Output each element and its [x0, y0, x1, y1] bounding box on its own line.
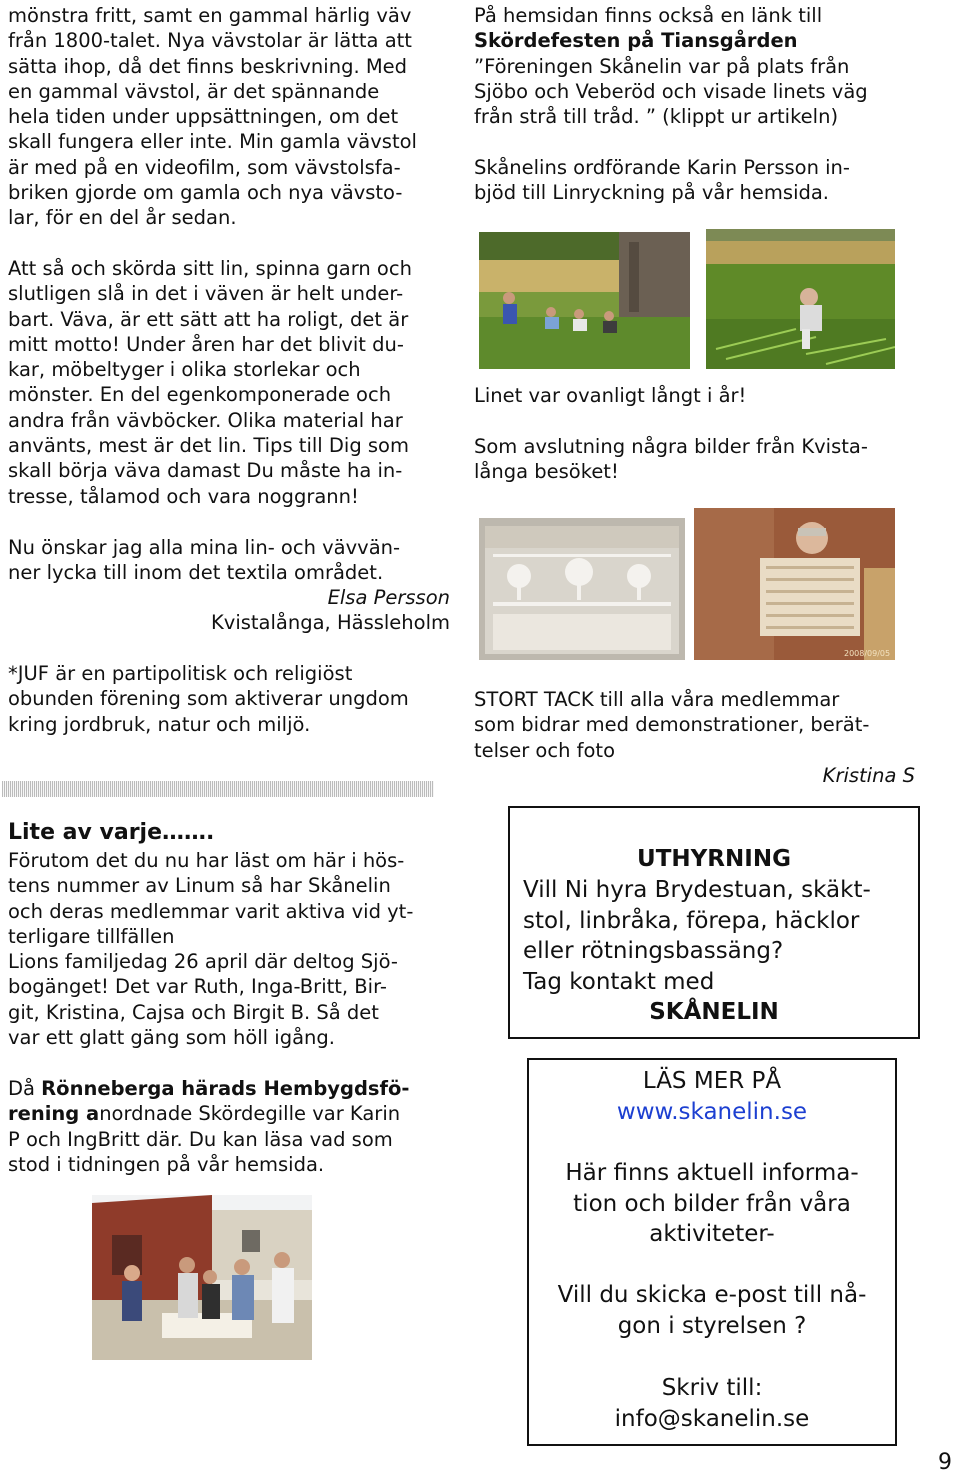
- page-number: 9: [938, 1450, 952, 1475]
- text-line: var ett glatt gäng som höll igång.: [8, 1026, 335, 1050]
- section-heading: Lite av varje…….: [8, 820, 215, 845]
- text-line: sätta ihop, då det finns beskrivning. Med: [8, 54, 408, 78]
- text-line: terligare tillfällen: [8, 924, 175, 948]
- text-line: Att så och skörda sitt lin, spinna garn och: [8, 257, 412, 280]
- left-paragraph-weaving: [8, 3, 417, 231]
- right-paragraph-invite: [474, 155, 850, 206]
- text-line: Nu önskar jag alla mina lin- och vävvän-: [8, 536, 401, 559]
- text-line: slutligen slå in det i väven är helt under-: [8, 282, 404, 306]
- left-paragraph-linen: [8, 256, 412, 509]
- signature-kristina: Kristina S: [822, 764, 915, 787]
- signature-place: Kvistalånga, Hässleholm: [211, 611, 450, 634]
- text-line: stol, linbråka, förepa, häcklor: [523, 907, 860, 934]
- signature-elsa: Elsa Persson: [327, 586, 450, 609]
- text-line: obunden förening som aktiverar ungdom: [8, 687, 409, 711]
- text-line: Då Rönneberga härads Hembygdsfö-: [8, 1077, 410, 1100]
- text-line: mönstra fritt, samt en gammal härlig väv: [8, 4, 412, 27]
- photo-skordegille: [92, 1195, 312, 1360]
- text-line: STORT TACK till alla våra medlemmar: [474, 688, 840, 711]
- text-line: stod i tidningen på vår hemsida.: [8, 1152, 325, 1176]
- text-line: bjöd till Linryckning på vår hemsida.: [474, 181, 830, 205]
- text-line: är med på en videofilm, som vävstolsfa-: [8, 155, 401, 179]
- left-paragraph-ronneberga: [8, 1076, 409, 1177]
- text-line: mitt motto! Under åren har det blivit du-: [8, 332, 404, 356]
- text-line: telser och foto: [474, 738, 616, 762]
- photo-woman-textile: [694, 508, 895, 660]
- text-line: skall fungera eller inte. Min gamla vävstol: [8, 130, 417, 154]
- text-line: På hemsidan finns också en länk till: [474, 4, 823, 27]
- text-line: ”Föreningen Skånelin var på plats från: [474, 54, 850, 78]
- photo-date-stamp: 2008/09/05: [844, 649, 891, 658]
- text-line: Tag kontakt med: [523, 968, 715, 995]
- left-paragraph-activities: [8, 848, 413, 1050]
- text-line: ner lycka till inom det textila området.: [8, 561, 384, 585]
- text-line: från strå till tråd. ” (klippt ur artikeln): [474, 105, 839, 129]
- text-line: kar, möbeltyger i olika storlekar och: [8, 358, 361, 382]
- text-line: kring jordbruk, natur och miljö.: [8, 712, 311, 736]
- text-line: Förutom det du nu har läst om här i hös-: [8, 849, 405, 872]
- write-to-label: Skriv till:: [661, 1375, 763, 1401]
- rental-box: [508, 806, 920, 1039]
- text-line: *JUF är en partipolitisk och religiöst: [8, 662, 353, 685]
- text-line: långa besöket!: [474, 460, 619, 484]
- text-line: som bidrar med demonstrationer, berät-: [474, 713, 870, 737]
- text-line: Vill du skicka e-post till nå-: [557, 1282, 867, 1308]
- text-line: lar, för en del år sedan.: [8, 206, 237, 230]
- text-line: tens nummer av Linum så har Skånelin: [8, 874, 391, 898]
- rental-text: [523, 875, 871, 997]
- text-line: mönster. En del egenkomponerade och: [8, 383, 392, 407]
- text-line: Som avslutning några bilder från Kvista-: [474, 435, 868, 458]
- juf-footnote: [8, 661, 409, 737]
- text-line: bart. Väva, är ett sätt att ha roligt, det är: [8, 307, 409, 331]
- text-line: tion och bilder från våra: [573, 1190, 851, 1217]
- photo-damask-tablecloth: [479, 518, 685, 660]
- text-line: skall börja väva damast Du måste ha in-: [8, 459, 403, 483]
- info-box: [527, 1058, 897, 1446]
- text-line: Vill Ni hyra Brydestuan, skäkt-: [523, 877, 871, 903]
- text-line: eller rötningsbassäng?: [523, 938, 784, 965]
- photo-linryckning-bundles: [706, 229, 895, 369]
- text-line: P och IngBritt där. Du kan läsa vad som: [8, 1127, 393, 1151]
- text-line: rening anordnade Skördegille var Karin: [8, 1102, 401, 1126]
- text-line: andra från vävböcker. Olika material har: [8, 408, 403, 432]
- email-question: [529, 1280, 895, 1341]
- decorative-divider: [2, 781, 434, 797]
- text-line: bogänget! Det var Ruth, Inga-Britt, Bir-: [8, 975, 387, 999]
- text-line: och deras medlemmar varit aktiva vid yt-: [8, 899, 414, 923]
- text-line: briken gjorde om gamla och nya vävsto-: [8, 181, 403, 205]
- text-line: en gammal vävstol, är det spännande: [8, 79, 380, 103]
- rental-title: UTHYRNING: [637, 846, 791, 872]
- text-line: Här finns aktuell informa-: [565, 1160, 859, 1186]
- text-line: Lions familjedag 26 april där deltog Sjö-: [8, 950, 398, 974]
- text-line: hela tiden under uppsättningen, om det: [8, 105, 399, 129]
- text-line: använts, mest är det lin. Tips till Dig som: [8, 434, 409, 458]
- right-paragraph-thanks: [474, 687, 869, 763]
- left-paragraph-wishes: [8, 535, 400, 586]
- rental-contact-name: SKÅNELIN: [649, 999, 779, 1025]
- right-paragraph-tiansgarden: [474, 3, 868, 129]
- caption-long-linen: Linet var ovanligt långt i år!: [474, 384, 747, 407]
- text-line: Skånelins ordförande Karin Persson in-: [474, 156, 850, 179]
- text-line: från 1800-talet. Nya vävstolar är lätta att: [8, 29, 412, 53]
- text-line: tresse, tålamod och vara noggrann!: [8, 484, 359, 508]
- right-paragraph-kvistalanga: [474, 434, 868, 485]
- read-more-label: LÄS MER PÅ: [642, 1068, 782, 1094]
- text-line: git, Kristina, Cajsa och Birgit B. Så det: [8, 1000, 379, 1024]
- info-text: [529, 1158, 895, 1250]
- website-link[interactable]: www.skanelin.se: [616, 1099, 808, 1125]
- text-line: gon i styrelsen ?: [617, 1312, 807, 1339]
- text-line: Skördefesten på Tiansgården: [474, 29, 798, 53]
- text-line: Sjöbo och Veberöd och visade linets väg: [474, 79, 868, 103]
- text-line: aktiviteter-: [649, 1221, 775, 1248]
- photo-linryckning-field: [479, 232, 690, 369]
- email-address[interactable]: info@skanelin.se: [614, 1406, 810, 1432]
